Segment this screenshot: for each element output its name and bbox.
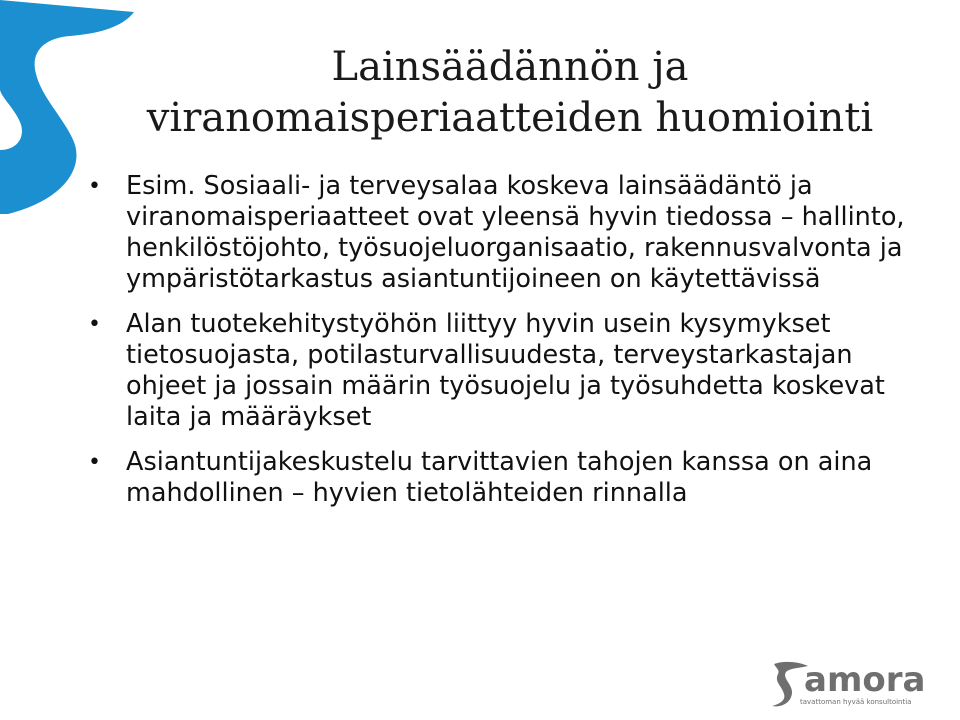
slide-title bbox=[60, 42, 960, 144]
title-line-1: Lainsäädännön ja bbox=[331, 44, 689, 90]
bullet-list bbox=[80, 171, 930, 523]
bullet-item bbox=[80, 309, 930, 433]
title-line-2: viranomaisperiaatteiden huomiointi bbox=[146, 95, 874, 141]
bullet-dot: • bbox=[88, 174, 101, 199]
bullet-dot: • bbox=[88, 450, 101, 475]
logo-tagline: tavattoman hyvää konsultointia bbox=[800, 698, 912, 706]
bullet-item bbox=[80, 447, 930, 509]
bullet-text: Asiantuntijakeskustelu tarvittavien tahojen kanssa on aina mahdollinen – hyvien tietolähteiden rinnalla bbox=[126, 447, 873, 508]
bullet-text: Esim. Sosiaali- ja terveysalaa koskeva lainsäädäntö ja viranomaisperiaatteet ovat yleensä hyvin tiedossa – hallinto, henkilöstöjohto, työsuojeluorganisaatio, rakennusvalvonta ja ympäristötarkastus asiantuntijoineen on käytettävissä bbox=[126, 171, 905, 294]
bullet-text: Alan tuotekehitystyöhön liittyy hyvin usein kysymykset tietosuojasta, potilasturvallisuudesta, terveystarkastajan ohjeet ja jossain määrin työsuojelu ja työsuhdetta koskevat laita ja määräykset bbox=[126, 309, 885, 432]
bullet-dot: • bbox=[88, 312, 101, 337]
logo-wordmark: amora bbox=[804, 660, 926, 700]
bullet-item bbox=[80, 171, 930, 295]
tamora-logo bbox=[770, 658, 926, 710]
